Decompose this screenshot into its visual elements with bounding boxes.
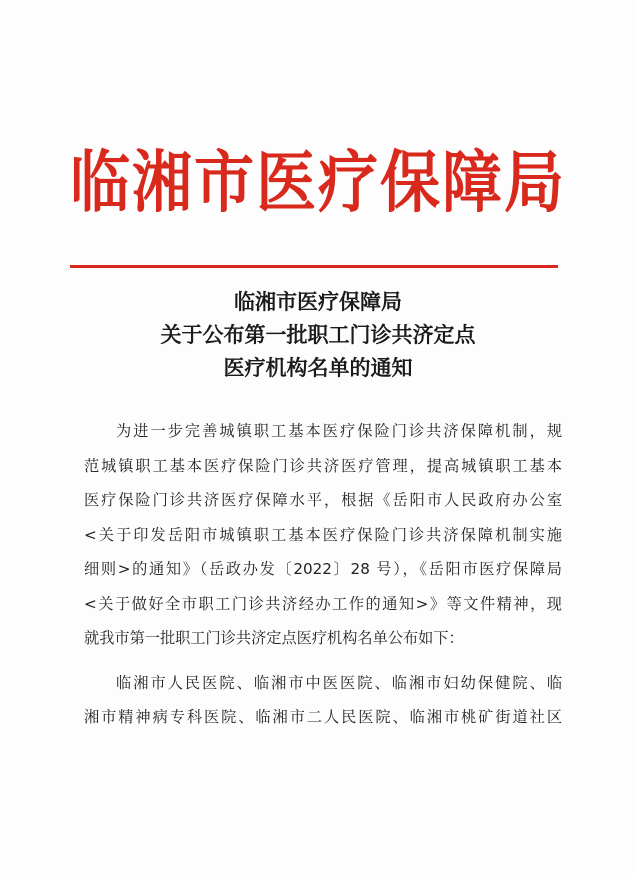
paragraph-gap bbox=[84, 656, 562, 666]
masthead-title: 临湘市医疗保障局 bbox=[70, 143, 566, 223]
paragraph1-line: 为进一步完善城镇职工基本医疗保险门诊共济保障机制，规 bbox=[116, 422, 562, 440]
title-line-1: 临湘市医疗保障局 bbox=[234, 290, 402, 314]
notice-body bbox=[84, 414, 562, 735]
paragraph1-line: 范城镇职工基本医疗保险门诊共济医疗管理，提高城镇职工基本 bbox=[84, 456, 562, 475]
paragraph2-line: 湘市精神病专科医院、临湘市二人民医院、临湘市桃矿街道社区 bbox=[84, 708, 562, 726]
red-divider-line bbox=[70, 265, 558, 268]
paragraph1-line: <关于做好全市职工门诊共济经办工作的通知>》等文件精神，现 bbox=[84, 594, 562, 613]
paragraph1-line: <关于印发岳阳市城镇职工基本医疗保险门诊共济保障机制实施 bbox=[84, 525, 562, 544]
paragraph1-line: 医疗保险门诊共济医疗保障水平，根据《岳阳市人民政府办公室 bbox=[84, 491, 562, 509]
paragraph1-line: 细则>的通知》（岳政办发〔2022〕28 号），《岳阳市医疗保障局 bbox=[84, 560, 562, 578]
notice-title bbox=[0, 286, 636, 385]
title-line-2: 关于公布第一批职工门诊共济定点 bbox=[160, 323, 476, 347]
title-line-3: 医疗机构名单的通知 bbox=[223, 356, 413, 380]
paragraph2-line: 临湘市人民医院、临湘市中医医院、临湘市妇幼保健院、临 bbox=[116, 673, 562, 692]
paragraph1-line: 就我市第一批职工门诊共济定点医疗机构名单公布如下： bbox=[84, 629, 464, 647]
